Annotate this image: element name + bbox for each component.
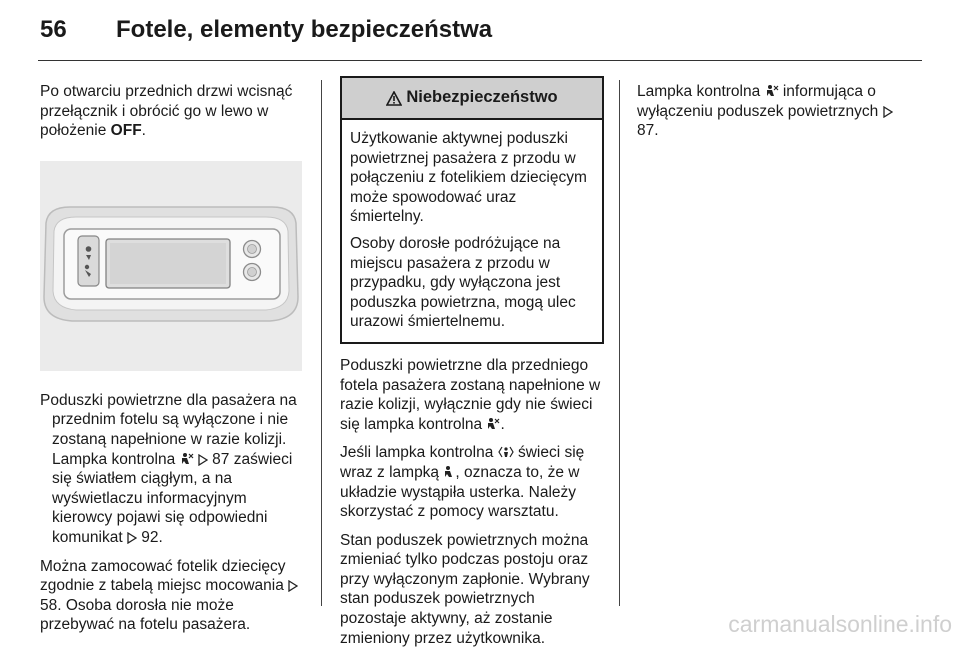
- ref-triangle-icon: [127, 532, 137, 544]
- page-number: 56: [40, 16, 67, 43]
- off-position-label: OFF: [110, 122, 142, 140]
- ref-triangle-icon: [288, 580, 298, 592]
- warning-triangle-icon: [386, 91, 402, 106]
- paragraph-airbag-off: Poduszki powietrzne dla pasażera na przednim fotelu są wyłączone i nie zostaną napełnione w razie kolizji. Lampka kontrolna 87 zaświeci się światłem ciągłym, a na wyświetlaczu informacyjnym kierowcy pojawi się odpowiedni komunikat 92.: [40, 391, 297, 546]
- danger-box-title: Niebezpieczeństwo: [406, 88, 558, 107]
- column-right: [637, 82, 905, 150]
- watermark: carmanualsonline.info: [728, 611, 952, 637]
- paragraph-state-change: Stan poduszek powietrznych można zmieniać tylko podczas postoju oraz przy wyłączonym zapłonie. Wybrany stan poduszek powietrznych pozostaje aktywny, aż zostanie zmieniony przez użytkownika.: [340, 531, 590, 647]
- danger-box-body: [342, 120, 602, 342]
- danger-paragraph-1: Użytkowanie aktywnej poduszki powietrznej pasażera z przodu w połączeniu z fotelikiem dziecięcym może spowodować uraz śmiertelny.: [350, 130, 587, 226]
- page-title: Fotele, elementy bezpieczeństwa: [116, 16, 493, 43]
- danger-paragraph-2: Osoby dorosłe podróżujące na miejscu pasażera z przodu w przypadku, gdy wyłączona jest poduszka powietrzna, mogą ulec urazowi śmiertelnemu.: [350, 234, 576, 331]
- column-left: [40, 82, 304, 644]
- column-middle: [340, 76, 602, 657]
- column-divider-right: [619, 80, 620, 606]
- paragraph-fault: Jeśli lampka kontrolna świeci się wraz z lampką , oznacza to, że w układzie wystąpiła usterka. Należy skorzystać z pomocy warsztatu.: [340, 444, 585, 521]
- page-header: [0, 0, 960, 62]
- airbag-warning-icon: [498, 445, 514, 459]
- danger-box: [340, 76, 604, 344]
- column-divider-left: [321, 80, 322, 606]
- airbag-off-icon: [486, 417, 500, 431]
- ref-triangle-icon: [883, 106, 893, 118]
- danger-box-header: [342, 78, 602, 120]
- ref-triangle-icon: [198, 454, 208, 466]
- airbag-switch-illustration: [40, 161, 302, 371]
- paragraph-airbag-active: Poduszki powietrzne dla przedniego fotela pasażera zostaną napełnione w razie kolizji, wyłącznie gdy nie świeci się lampka kontrolna .: [340, 356, 601, 433]
- airbag-off-icon: [180, 452, 194, 466]
- header-rule: [38, 60, 922, 61]
- paragraph-child-seat: Można zamocować fotelik dziecięcy zgodnie z tabelą miejsc mocowania 58. Osoba dorosła nie może przebywać na fotelu pasażera.: [40, 557, 304, 635]
- airbag-on-icon: [443, 465, 455, 479]
- paragraph-indicator: Lampka kontrolna informująca o wyłączeniu poduszek powietrznych 87.: [637, 82, 905, 141]
- airbag-off-icon: [765, 84, 779, 98]
- paragraph-instruction: Po otwarciu przednich drzwi wcisnąć przełącznik i obrócić go w lewo w położenie OFF.: [40, 83, 293, 140]
